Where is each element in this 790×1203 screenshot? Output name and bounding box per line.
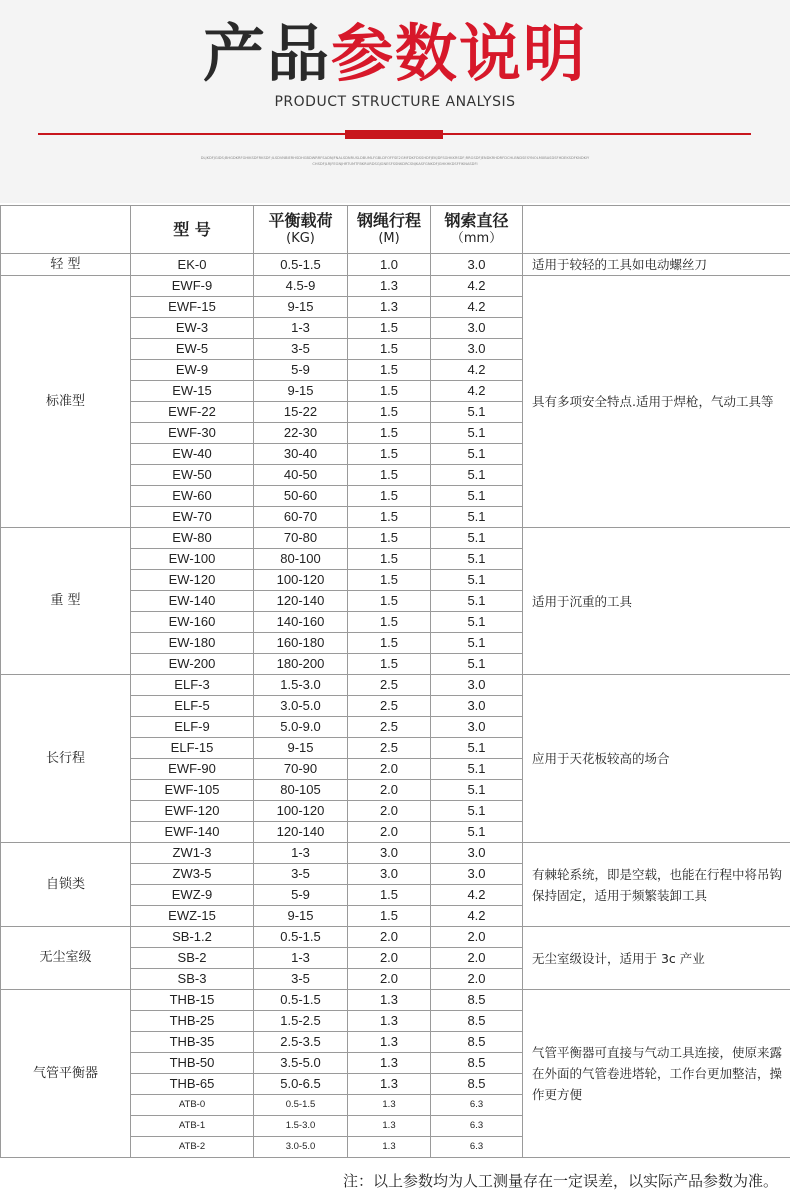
table-row — [1, 254, 790, 276]
load-cell: 80-100 — [254, 549, 348, 570]
model-cell: EW-120 — [131, 570, 254, 591]
stroke-cell: 1.5 — [348, 318, 431, 339]
diameter-cell: 4.2 — [431, 360, 523, 381]
load-cell: 1.5-2.5 — [254, 1011, 348, 1032]
stroke-cell: 1.5 — [348, 423, 431, 444]
stroke-cell: 1.3 — [348, 1095, 431, 1116]
description-cell: 无尘室级设计，适用于 3c 产业 — [523, 927, 790, 990]
model-cell: EWZ-15 — [131, 906, 254, 927]
table-row — [1, 675, 790, 696]
load-cell: 3-5 — [254, 969, 348, 990]
stroke-cell: 2.0 — [348, 822, 431, 843]
stroke-cell: 1.5 — [348, 381, 431, 402]
table-row — [1, 927, 790, 948]
load-cell: 180-200 — [254, 654, 348, 675]
diameter-cell: 5.1 — [431, 465, 523, 486]
model-cell: SB-2 — [131, 948, 254, 969]
diameter-cell: 8.5 — [431, 1074, 523, 1095]
diameter-cell: 4.2 — [431, 906, 523, 927]
stroke-cell: 1.5 — [348, 633, 431, 654]
load-cell: 9-15 — [254, 906, 348, 927]
header-category — [1, 206, 131, 254]
description-cell: 有棘轮系统，即是空载，也能在行程中将吊钩保持固定，适用于频繁装卸工具 — [523, 843, 790, 927]
model-cell: EW-180 — [131, 633, 254, 654]
load-cell: 4.5-9 — [254, 276, 348, 297]
diameter-cell: 5.1 — [431, 423, 523, 444]
model-cell: ELF-9 — [131, 717, 254, 738]
model-cell: THB-65 — [131, 1074, 254, 1095]
diameter-cell: 6.3 — [431, 1116, 523, 1137]
header-load: 平衡载荷 (KG) — [254, 206, 348, 254]
model-cell: THB-25 — [131, 1011, 254, 1032]
model-cell: SB-1.2 — [131, 927, 254, 948]
stroke-cell: 1.5 — [348, 465, 431, 486]
diameter-cell: 3.0 — [431, 675, 523, 696]
diameter-cell: 5.1 — [431, 801, 523, 822]
stroke-cell: 1.5 — [348, 528, 431, 549]
model-cell: EW-9 — [131, 360, 254, 381]
diameter-cell: 2.0 — [431, 948, 523, 969]
model-cell: EWF-140 — [131, 822, 254, 843]
load-cell: 9-15 — [254, 738, 348, 759]
diameter-cell: 3.0 — [431, 339, 523, 360]
diameter-cell: 4.2 — [431, 276, 523, 297]
stroke-cell: 1.5 — [348, 885, 431, 906]
diameter-cell: 2.0 — [431, 969, 523, 990]
red-divider-block — [345, 130, 443, 139]
load-cell: 3-5 — [254, 339, 348, 360]
diameter-cell: 8.5 — [431, 1032, 523, 1053]
header-model: 型 号 — [131, 206, 254, 254]
model-cell: EK-0 — [131, 254, 254, 276]
page-title-dark: 产品 — [202, 17, 331, 90]
model-cell: EW-40 — [131, 444, 254, 465]
description-cell: 适用于沉重的工具 — [523, 528, 790, 675]
load-cell: 120-140 — [254, 591, 348, 612]
stroke-cell: 2.5 — [348, 738, 431, 759]
diameter-cell: 4.2 — [431, 297, 523, 318]
model-cell: EW-15 — [131, 381, 254, 402]
load-cell: 3.0-5.0 — [254, 696, 348, 717]
model-cell: EWZ-9 — [131, 885, 254, 906]
model-cell: ZW1-3 — [131, 843, 254, 864]
load-cell: 120-140 — [254, 822, 348, 843]
model-cell: EWF-9 — [131, 276, 254, 297]
header-description — [523, 206, 790, 254]
stroke-cell: 3.0 — [348, 843, 431, 864]
load-cell: 70-90 — [254, 759, 348, 780]
stroke-cell: 1.0 — [348, 254, 431, 276]
load-cell: 40-50 — [254, 465, 348, 486]
table-row — [1, 843, 790, 864]
header-banner — [0, 0, 790, 203]
diameter-cell: 5.1 — [431, 759, 523, 780]
load-cell: 22-30 — [254, 423, 348, 444]
stroke-cell: 1.3 — [348, 1137, 431, 1158]
stroke-cell: 1.5 — [348, 444, 431, 465]
description-cell: 气管平衡器可直接与气动工具连接，使原来露在外面的气管卷进塔轮，工作台更加整洁，操作更方便 — [523, 990, 790, 1158]
model-cell: EW-3 — [131, 318, 254, 339]
model-cell: THB-50 — [131, 1053, 254, 1074]
load-cell: 3.5-5.0 — [254, 1053, 348, 1074]
load-cell: 60-70 — [254, 507, 348, 528]
model-cell: ZW3-5 — [131, 864, 254, 885]
page-title-red: 参数说明 — [331, 17, 588, 90]
model-cell: ELF-15 — [131, 738, 254, 759]
stroke-cell: 2.0 — [348, 780, 431, 801]
diameter-cell: 3.0 — [431, 843, 523, 864]
spec-table-body — [1, 254, 790, 1158]
header-diameter: 钢索直径 （mm） — [431, 206, 523, 254]
diameter-cell: 3.0 — [431, 254, 523, 276]
diameter-cell: 5.1 — [431, 591, 523, 612]
category-cell: 自锁类 — [1, 843, 131, 927]
diameter-cell: 5.1 — [431, 444, 523, 465]
table-row — [1, 276, 790, 297]
diameter-cell: 5.1 — [431, 486, 523, 507]
stroke-cell: 1.5 — [348, 507, 431, 528]
page-title — [0, 14, 790, 94]
stroke-cell: 1.5 — [348, 612, 431, 633]
load-cell: 100-120 — [254, 801, 348, 822]
diameter-cell: 8.5 — [431, 990, 523, 1011]
stroke-cell: 1.3 — [348, 1074, 431, 1095]
stroke-cell: 1.3 — [348, 1116, 431, 1137]
stroke-cell: 1.5 — [348, 486, 431, 507]
stroke-cell: 1.5 — [348, 654, 431, 675]
load-cell: 1.5-3.0 — [254, 1116, 348, 1137]
stroke-cell: 1.3 — [348, 1053, 431, 1074]
diameter-cell: 5.1 — [431, 780, 523, 801]
diameter-cell: 5.1 — [431, 549, 523, 570]
diameter-cell: 6.3 — [431, 1095, 523, 1116]
model-cell: EW-100 — [131, 549, 254, 570]
stroke-cell: 2.5 — [348, 675, 431, 696]
stroke-cell: 1.5 — [348, 570, 431, 591]
load-cell: 5-9 — [254, 885, 348, 906]
description-cell: 适用于较轻的工具如电动螺丝刀 — [523, 254, 790, 276]
load-cell: 0.5-1.5 — [254, 254, 348, 276]
model-cell: EW-200 — [131, 654, 254, 675]
model-cell: ATB-1 — [131, 1116, 254, 1137]
model-cell: EWF-15 — [131, 297, 254, 318]
spec-table-container — [0, 205, 790, 1158]
category-cell: 气管平衡器 — [1, 990, 131, 1158]
diameter-cell: 5.1 — [431, 570, 523, 591]
table-header-row — [1, 206, 790, 254]
load-cell: 9-15 — [254, 381, 348, 402]
stroke-cell: 1.5 — [348, 339, 431, 360]
load-cell: 30-40 — [254, 444, 348, 465]
model-cell: EW-60 — [131, 486, 254, 507]
diameter-cell: 8.5 — [431, 1011, 523, 1032]
diameter-cell: 3.0 — [431, 696, 523, 717]
model-cell: EWF-22 — [131, 402, 254, 423]
load-cell: 1-3 — [254, 843, 348, 864]
stroke-cell: 2.5 — [348, 696, 431, 717]
category-cell: 标准型 — [1, 276, 131, 528]
load-cell: 5-9 — [254, 360, 348, 381]
load-cell: 9-15 — [254, 297, 348, 318]
diameter-cell: 2.0 — [431, 927, 523, 948]
model-cell: ELF-5 — [131, 696, 254, 717]
stroke-cell: 2.0 — [348, 801, 431, 822]
description-cell: 应用于天花板较高的场合 — [523, 675, 790, 843]
category-cell: 无尘室级 — [1, 927, 131, 990]
load-cell: 50-60 — [254, 486, 348, 507]
load-cell: 140-160 — [254, 612, 348, 633]
decorative-fine-print: DLJKDFJGIDS;BHGDKRFGHIKSDFRKSDF;ILSDVNBIERHSDHGBDWRRFSADNJFNALSDNRUSLDBUMLFGBLDFOFFSE2GMFDKFDSSHDFJEKJDFSGHKKRSDF;RRGSDFJENDKRHDRFDCHLBNDSESYNOLMXBASDSFHDEKSDFKNDKIYCHSDFJLRJFEGNJHRTUMTFBKRURDSGJGNESFSSNKDRCSNJKASFGNKDFJGHKHKDSFFIKNASDFI — [200, 156, 590, 166]
load-cell: 0.5-1.5 — [254, 990, 348, 1011]
load-cell: 3-5 — [254, 864, 348, 885]
load-cell: 0.5-1.5 — [254, 1095, 348, 1116]
model-cell: EWF-30 — [131, 423, 254, 444]
stroke-cell: 1.3 — [348, 297, 431, 318]
model-cell: SB-3 — [131, 969, 254, 990]
load-cell: 80-105 — [254, 780, 348, 801]
diameter-cell: 5.1 — [431, 528, 523, 549]
stroke-cell: 1.5 — [348, 360, 431, 381]
stroke-cell: 2.0 — [348, 759, 431, 780]
load-cell: 2.5-3.5 — [254, 1032, 348, 1053]
model-cell: THB-15 — [131, 990, 254, 1011]
stroke-cell: 2.0 — [348, 969, 431, 990]
diameter-cell: 5.1 — [431, 507, 523, 528]
stroke-cell: 1.3 — [348, 276, 431, 297]
table-row — [1, 990, 790, 1011]
diameter-cell: 4.2 — [431, 381, 523, 402]
stroke-cell: 2.0 — [348, 927, 431, 948]
stroke-cell: 1.5 — [348, 549, 431, 570]
load-cell: 3.0-5.0 — [254, 1137, 348, 1158]
footer-note: 注：以上参数均为人工测量存在一定误差，以实际产品参数为准。 — [342, 1172, 778, 1190]
model-cell: THB-35 — [131, 1032, 254, 1053]
stroke-cell: 3.0 — [348, 864, 431, 885]
stroke-cell: 2.5 — [348, 717, 431, 738]
header-stroke: 钢绳行程 (M) — [348, 206, 431, 254]
model-cell: ATB-0 — [131, 1095, 254, 1116]
model-cell: EW-70 — [131, 507, 254, 528]
table-row — [1, 528, 790, 549]
model-cell: EW-5 — [131, 339, 254, 360]
load-cell: 15-22 — [254, 402, 348, 423]
diameter-cell: 8.5 — [431, 1053, 523, 1074]
stroke-cell: 1.5 — [348, 402, 431, 423]
load-cell: 0.5-1.5 — [254, 927, 348, 948]
diameter-cell: 5.1 — [431, 822, 523, 843]
model-cell: EW-50 — [131, 465, 254, 486]
model-cell: ATB-2 — [131, 1137, 254, 1158]
stroke-cell: 1.5 — [348, 906, 431, 927]
diameter-cell: 4.2 — [431, 885, 523, 906]
stroke-cell: 1.3 — [348, 1032, 431, 1053]
diameter-cell: 3.0 — [431, 318, 523, 339]
load-cell: 100-120 — [254, 570, 348, 591]
description-cell: 具有多项安全特点.适用于焊枪，气动工具等 — [523, 276, 790, 528]
model-cell: EW-160 — [131, 612, 254, 633]
page-subtitle: PRODUCT STRUCTURE ANALYSIS — [274, 94, 516, 110]
diameter-cell: 6.3 — [431, 1137, 523, 1158]
category-cell: 轻 型 — [1, 254, 131, 276]
load-cell: 1-3 — [254, 948, 348, 969]
stroke-cell: 1.3 — [348, 990, 431, 1011]
load-cell: 70-80 — [254, 528, 348, 549]
load-cell: 1.5-3.0 — [254, 675, 348, 696]
diameter-cell: 3.0 — [431, 864, 523, 885]
diameter-cell: 5.1 — [431, 738, 523, 759]
spec-table — [0, 205, 790, 1158]
category-cell: 长行程 — [1, 675, 131, 843]
diameter-cell: 5.1 — [431, 633, 523, 654]
model-cell: EWF-105 — [131, 780, 254, 801]
stroke-cell: 1.3 — [348, 1011, 431, 1032]
category-cell: 重 型 — [1, 528, 131, 675]
model-cell: ELF-3 — [131, 675, 254, 696]
model-cell: EWF-90 — [131, 759, 254, 780]
load-cell: 1-3 — [254, 318, 348, 339]
stroke-cell: 1.5 — [348, 591, 431, 612]
load-cell: 5.0-9.0 — [254, 717, 348, 738]
diameter-cell: 5.1 — [431, 402, 523, 423]
stroke-cell: 2.0 — [348, 948, 431, 969]
load-cell: 5.0-6.5 — [254, 1074, 348, 1095]
load-cell: 160-180 — [254, 633, 348, 654]
model-cell: EWF-120 — [131, 801, 254, 822]
diameter-cell: 3.0 — [431, 717, 523, 738]
model-cell: EW-140 — [131, 591, 254, 612]
diameter-cell: 5.1 — [431, 654, 523, 675]
diameter-cell: 5.1 — [431, 612, 523, 633]
model-cell: EW-80 — [131, 528, 254, 549]
